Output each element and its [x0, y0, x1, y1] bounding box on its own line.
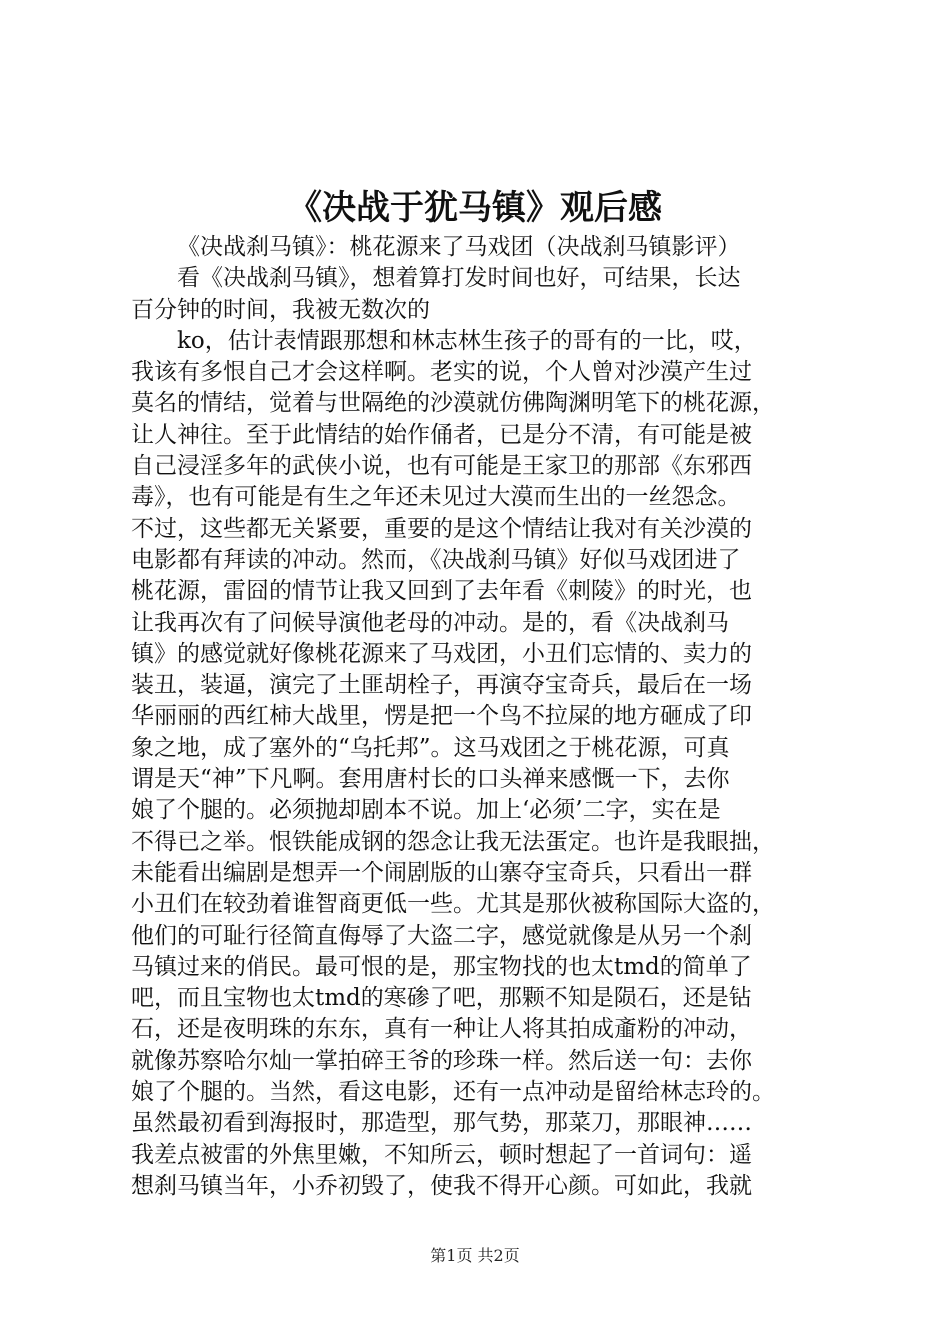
paragraph-line: 毒》，也有可能是有生之年还未见过大漠而生出的一丝怨念。 — [131, 484, 741, 511]
paragraph-line: 莫名的情结，觉着与世隔绝的沙漠就仿佛陶渊明笔下的桃花源， — [131, 390, 775, 417]
paragraph-line: 自己浸淫多年的武侠小说，也有可能是王家卫的那部《东邪西 — [131, 453, 752, 480]
paragraph-line: 百分钟的时间，我被无数次的 — [131, 296, 430, 323]
paragraph-line: 桃花源，雷囧的情节让我又回到了去年看《刺陵》的时光，也 — [131, 578, 752, 605]
paragraph-line: 娘了个腿的。当然，看这电影，还有一点冲动是留给林志玲的。 — [131, 1079, 775, 1106]
document-title: 《决战于犹马镇》观后感 — [288, 188, 662, 228]
paragraph-line: 石，还是夜明珠的东东，真有一种让人将其拍成齑粉的冲动， — [131, 1016, 752, 1043]
subtitle-line: 《决战刹马镇》：桃花源来了马戏团（决战刹马镇影评） — [177, 234, 741, 260]
paragraph-line: 他们的可耻行径简直侮辱了大盗二字，感觉就像是从另一个刹 — [131, 922, 752, 949]
paragraph-line: 让人神往。至于此情结的始作俑者，已是分不清，有可能是被 — [131, 421, 752, 448]
page-number-footer: 第1页 共2页 — [430, 1246, 520, 1265]
paragraph-line: 不过，这些都无关紧要，重要的是这个情结让我对有关沙漠的 — [131, 515, 752, 542]
document-body — [131, 232, 831, 1202]
paragraph-line: 让我再次有了问候导演他老母的冲动。是的，看《决战刹马 — [131, 609, 729, 636]
paragraph-line: ko，估计表情跟那想和林志林生孩子的哥有的一比，哎， — [177, 327, 757, 354]
paragraph-line: 想刹马镇当年，小乔初毁了，使我不得开心颜。可如此，我就 — [131, 1172, 752, 1199]
paragraph-line: 谓是天“神”下凡啊。套用唐村长的口头禅来感慨一下，去你 — [131, 766, 730, 793]
paragraph-line: 镇》的感觉就好像桃花源来了马戏团，小丑们忘情的、卖力的 — [131, 640, 752, 667]
paragraph-line: 未能看出编剧是想弄一个闹剧版的山寨夺宝奇兵，只看出一群 — [131, 859, 752, 886]
paragraph-line: 马镇过来的俏民。最可恨的是，那宝物找的也太tmd的简单了 — [131, 953, 752, 980]
paragraph-line: 就像苏察哈尔灿一掌拍碎王爷的珍珠一样。然后送一句：去你 — [131, 1047, 752, 1074]
paragraph-line: 华丽丽的西红柿大战里，愣是把一个鸟不拉屎的地方砸成了印 — [131, 703, 752, 730]
paragraph-line: 看《决战刹马镇》，想着算打发时间也好，可结果，长达 — [177, 265, 741, 292]
paragraph-line: 不得已之举。恨铁能成钢的怨念让我无法蛋定。也许是我眼拙， — [131, 828, 775, 855]
paragraph-line: 电影都有拜读的冲动。然而，《决战刹马镇》好似马戏团进了 — [131, 546, 741, 573]
paragraph-line: 娘了个腿的。必须抛却剧本不说。加上‘必须’二字，实在是 — [131, 797, 721, 824]
paragraph-line: 小丑们在较劲着谁智商更低一些。尤其是那伙被称国际大盗的， — [131, 891, 775, 918]
paragraph-line: 象之地，成了塞外的“乌托邦”。这马戏团之于桃花源，可真 — [131, 734, 730, 761]
paragraph-line: 装丑，装逼，演完了土匪胡栓子，再演夺宝奇兵，最后在一场 — [131, 672, 752, 699]
paragraph-line: 虽然最初看到海报时，那造型，那气势，那菜刀，那眼神…… — [131, 1110, 752, 1137]
paragraph-line: 我该有多恨自己才会这样啊。老实的说，个人曾对沙漠产生过 — [131, 359, 752, 386]
paragraph-line: 我差点被雷的外焦里嫩，不知所云，顿时想起了一首词句：遥 — [131, 1141, 752, 1168]
paragraph-line: 吧，而且宝物也太tmd的寒碜了吧，那颗不知是陨石，还是钻 — [131, 985, 752, 1012]
